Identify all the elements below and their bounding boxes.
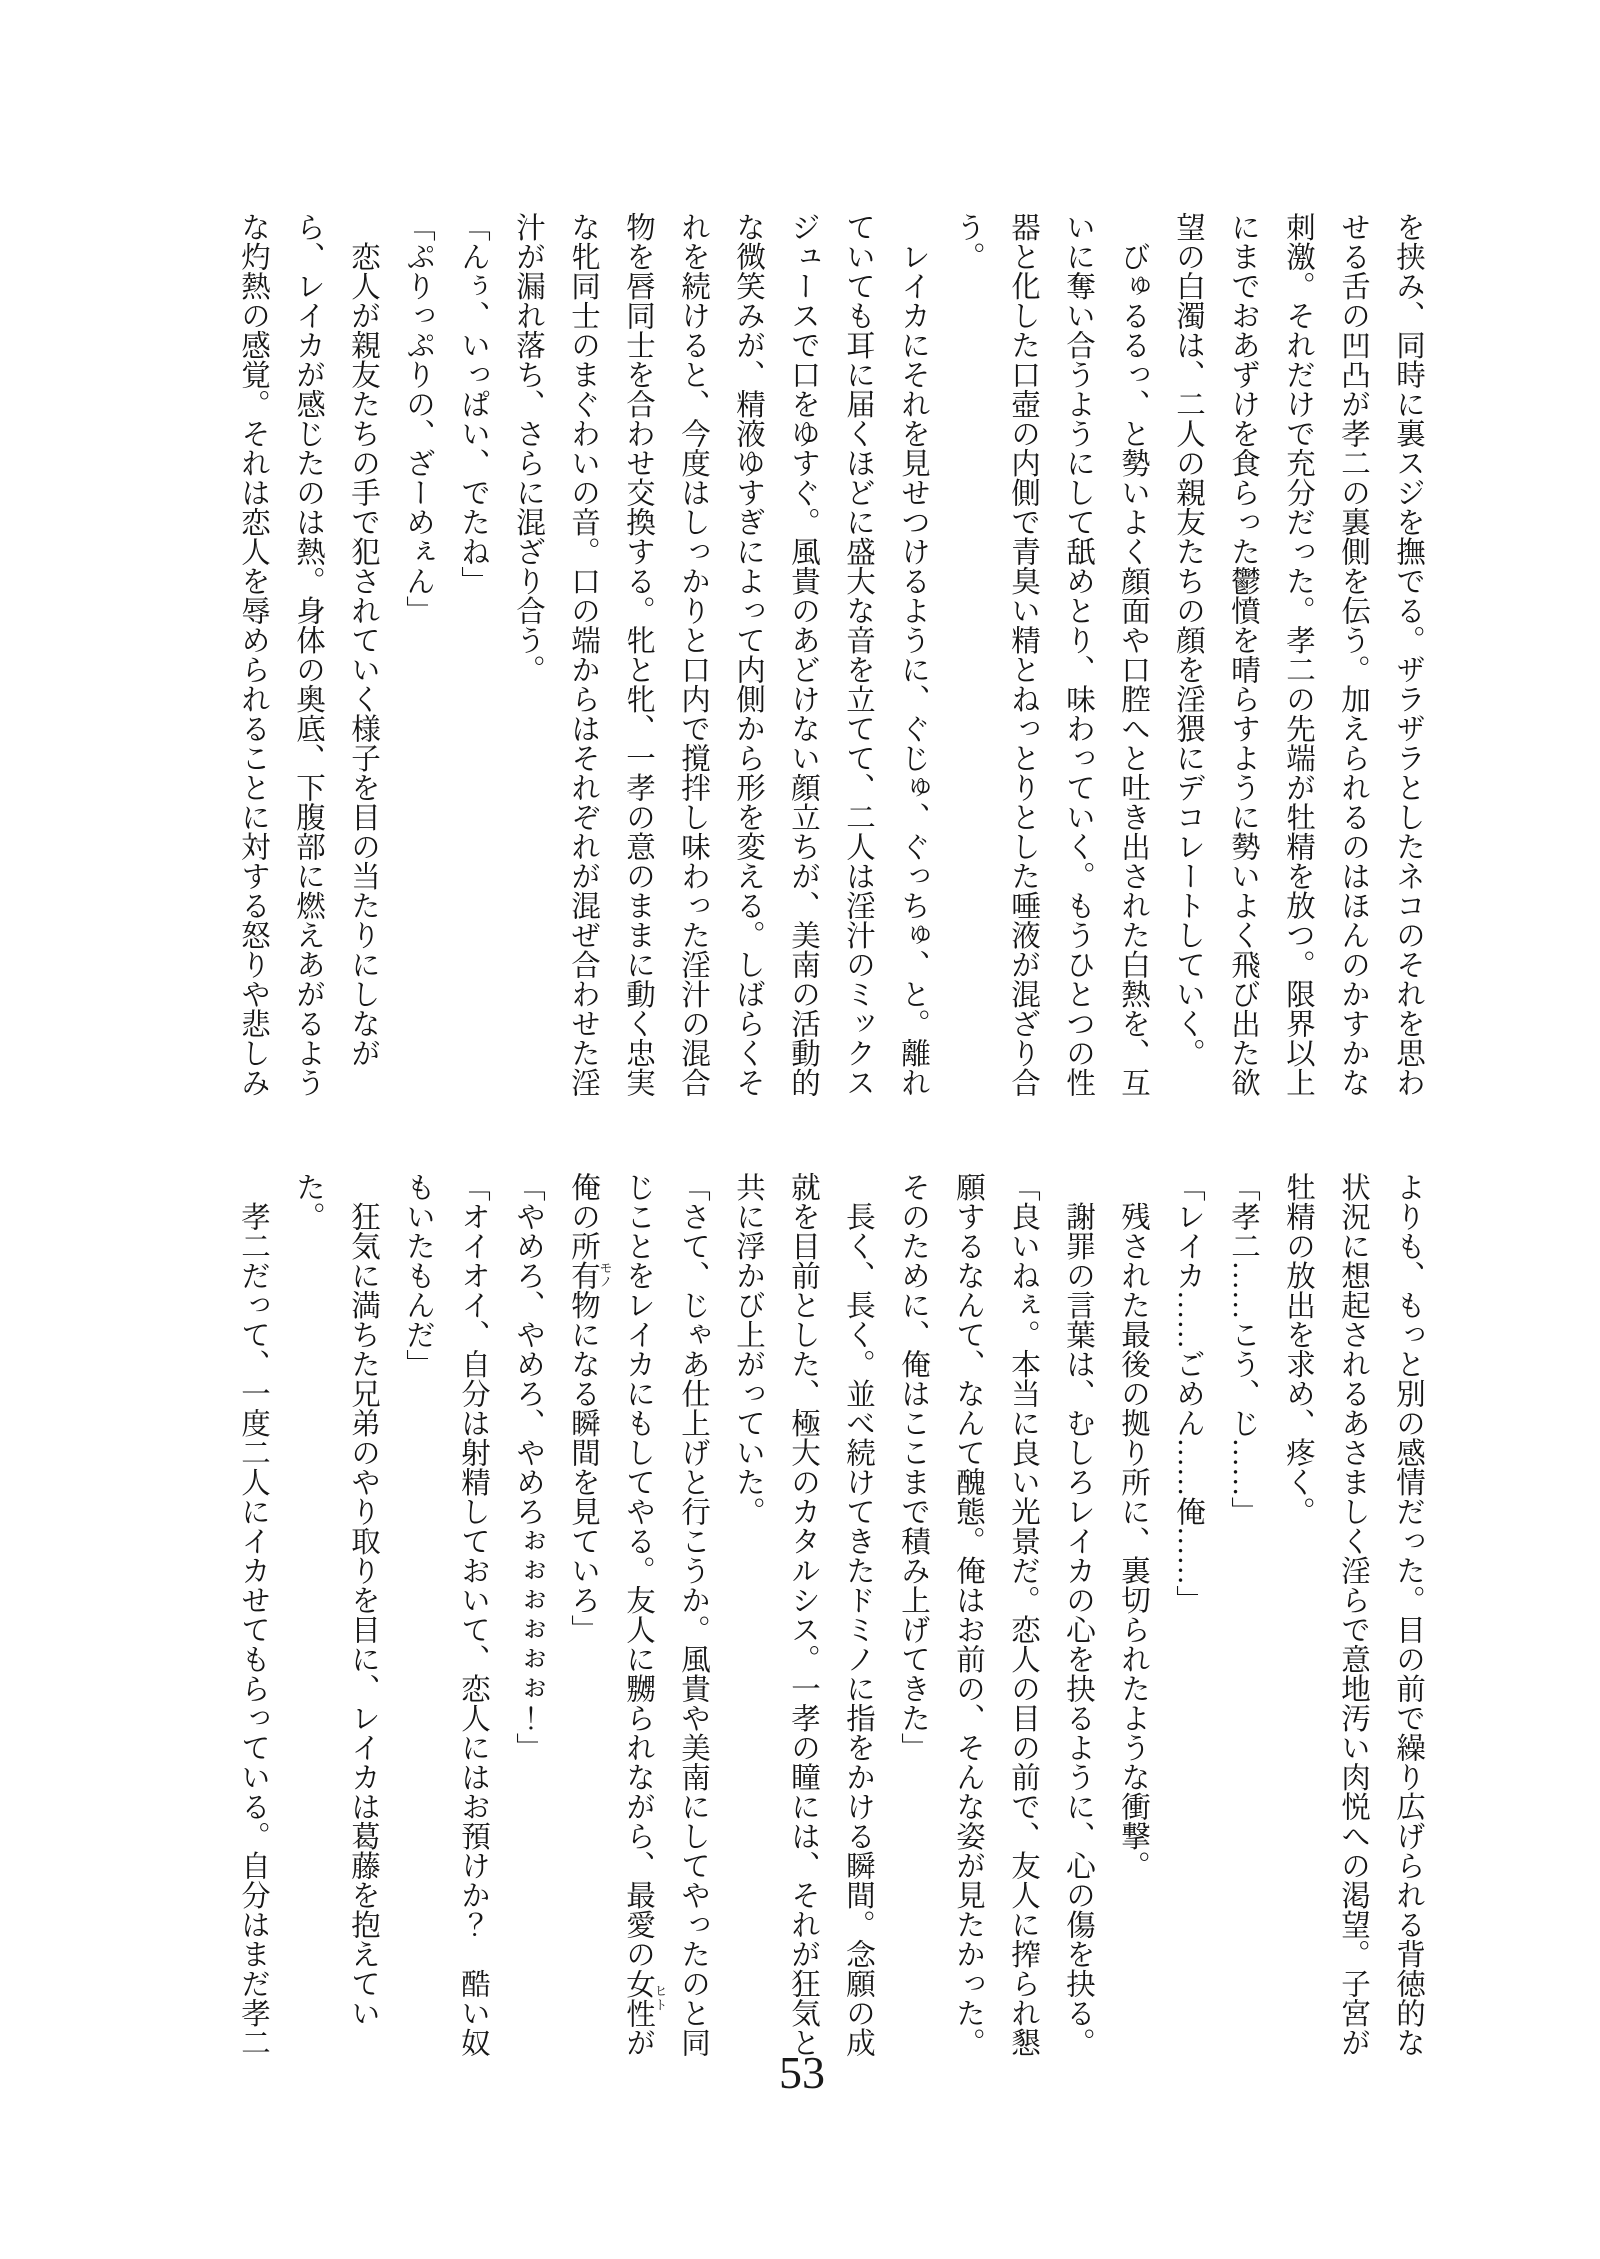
paragraph: 長く、長く。並べ続けてきたドミノに指をかける瞬間。念願の成就を目前とした、極大のカタルシス。一孝の瞳には、それが狂気と共に浮かび上がっていた。 <box>732 1172 874 2057</box>
paragraph-dialog <box>555 1172 720 2057</box>
text-block-top <box>225 212 1435 1097</box>
paragraph-dialog: 「やめろ、やめろ、やめろぉぉぉぉぉぉ！」 <box>512 1172 544 1762</box>
ruby-base: 女性 <box>622 1968 654 2028</box>
paragraph-dialog: 「オイオイ、自分は射精しておいて、恋人にはお預けか？ 酷い奴もいたもんだ」 <box>402 1172 489 2057</box>
text-block-bottom <box>225 1172 1435 2057</box>
paragraph: よりも、もっと別の感情だった。目の前で繰り広げられる背徳的な状況に想起されるあさましく淫らで意地汚い肉悦への渇望。子宮が牡精の放出を求め、疼く。 <box>1282 1172 1424 2057</box>
dialog-text: が俺の <box>567 1172 654 2057</box>
paragraph-dialog: 「んぅ、いっぱい、でたね」 <box>457 212 489 596</box>
paragraph: 狂気に満ちた兄弟のやり取りを目に、レイカは葛藤を抱えていた。 <box>292 1172 379 2028</box>
ruby-base: 所有物 <box>567 1231 599 1320</box>
paragraph: レイカにそれを見せつけるように、ぐじゅ、ぐっちゅ、と。離れていても耳に届くほどに盛大な音を立てて、二人は淫汁のミックスジュースで口をゆすぐ。風貴のあどけない顔立ちが、美南の活動的な微笑みが、精液ゆすぎによって内側から形を変える。しばらくそれを続けると、今度はしっかりと口内で撹拌し味わった淫汁の混合物を唇同士を合わせ交換する。牝と牝、一孝の意のままに動く忠実な牝同士のまぐわいの音。口の端からはそれぞれが混ぜ合わせた淫汁が漏れ落ち、さらに混ざり合う。 <box>512 212 929 1097</box>
paragraph: びゅるるっ、と勢いよく顔面や口腔へと吐き出された白熱を、互いに奪い合うようにして舐めとり、味わっていく。もうひとつの性器と化した口壺の内側で青臭い精とねっとりとした唾液が混ざり合う。 <box>952 212 1149 1097</box>
dialog-text: になる瞬間を見ていろ」 <box>567 1319 599 1644</box>
page-number: 53 <box>779 2047 825 2098</box>
paragraph-dialog: 「ぷりっぷりの、ざーめぇん」 <box>402 212 434 625</box>
paragraph-dialog: 「孝二……こう、じ……」 <box>1227 1172 1259 1526</box>
paragraph: を挟み、同時に裏スジを撫でる。ザラザラとしたネコのそれを思わせる舌の凹凸が孝二の裏側を伝う。加えられるのはほんのかすかな刺激。それだけで充分だった。孝二の先端が牡精を放つ。限界以上にまでおあずけを食らった鬱憤を晴らすように勢いよく飛び出た欲望の白濁は、二人の親友たちの顔を淫猥にデコレートしていく。 <box>1172 212 1424 1097</box>
paragraph-dialog: 「レイカ……ごめん……俺……」 <box>1172 1172 1204 1615</box>
ruby-reading: モノ <box>597 1231 613 1320</box>
ruby-hito <box>622 1968 668 2028</box>
ruby-mono <box>567 1231 613 1320</box>
paragraph: 恋人が親友たちの手で犯されていく様子を目の当たりにしながら、レイカが感じたのは熱。身体の奥底、下腹部に燃えあがるような灼熱の感覚。それは恋人を辱められることに対する怒りや悲しみ <box>237 212 379 1097</box>
paragraph: 孝二だって、一度二人にイカせてもらっている。自分はまだ孝二 <box>237 1172 269 2057</box>
ruby-reading: ヒト <box>652 1968 668 2028</box>
paragraph-dialog: 「良いねぇ。本当に良い光景だ。恋人の目の前で、友人に搾られ懇願するなんて、なんて醜態。俺はお前の、そんな姿が見たかった。そのために、俺はここまで積み上げてきた」 <box>897 1172 1039 2057</box>
paragraph: 謝罪の言葉は、むしろレイカの心を抉るように、心の傷を抉る。 <box>1062 1172 1094 2057</box>
dialog-text: 「さて、じゃあ仕上げと行こうか。風貴や美南にしてやったのと同じことをレイカにもしてやる。友人に嬲られながら、最愛の <box>622 1172 709 2057</box>
paragraph: 残された最後の拠り所に、裏切られたような衝撃。 <box>1117 1172 1149 1880</box>
